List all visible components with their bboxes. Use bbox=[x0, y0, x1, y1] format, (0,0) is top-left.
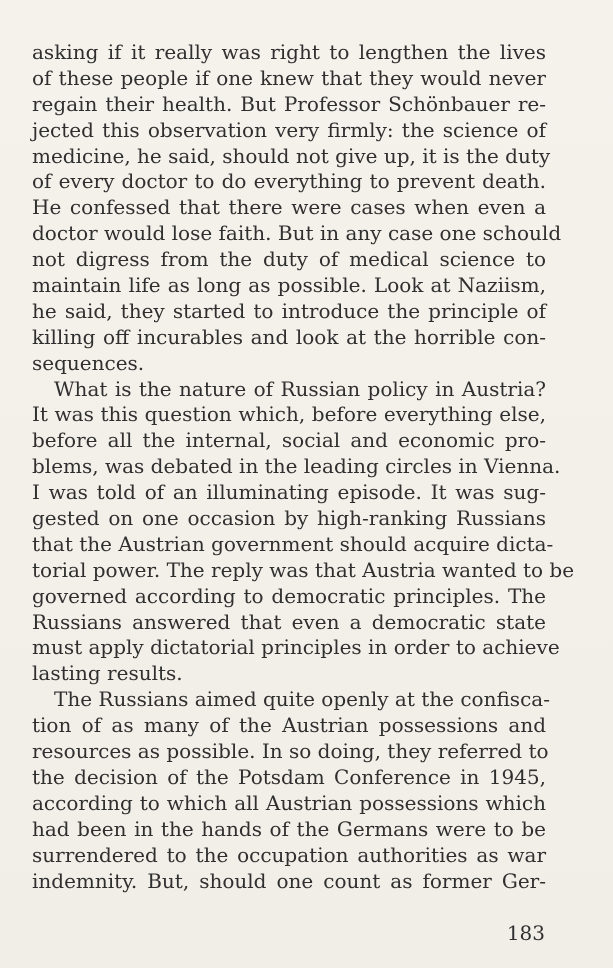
text-line: surrendered to the occupation authorities as war bbox=[32, 842, 546, 867]
text-line: of every doctor to do everything to prevent death. bbox=[32, 169, 546, 194]
text-line: I was told of an illuminating episode. It was sug- bbox=[32, 480, 546, 505]
text-line: not digress from the duty of medical science to bbox=[32, 247, 546, 272]
text-line: tion of as many of the Austrian possessions and bbox=[32, 713, 546, 738]
text-line: lasting results. bbox=[32, 661, 183, 686]
text-line: according to which all Austrian possessions which bbox=[32, 790, 546, 815]
text-line: he said, they started to introduce the principle of bbox=[32, 298, 546, 323]
text-line: must apply dictatorial principles in order to achieve bbox=[32, 635, 560, 660]
text-line: Russians answered that even a democratic state bbox=[32, 609, 546, 634]
text-line: It was this question which, before everything else, bbox=[32, 402, 546, 427]
text-line: of these people if one knew that they would never bbox=[32, 65, 546, 90]
text-line: resources as possible. In so doing, they referred to bbox=[32, 739, 549, 764]
text-line: had been in the hands of the Germans were to be bbox=[32, 816, 546, 841]
text-line: jected this observation very firmly: the science of bbox=[32, 117, 546, 142]
text-line: doctor would lose faith. But in any case one schould bbox=[32, 221, 562, 246]
text-line: that the Austrian government should acquire dicta- bbox=[32, 531, 554, 556]
text-line: regain their health. But Professor Schönbauer re- bbox=[32, 91, 546, 116]
text-line: He confessed that there were cases when even a bbox=[32, 195, 546, 220]
text-line: before all the internal, social and economic pro- bbox=[32, 428, 546, 453]
text-line: asking if it really was right to lengthen the lives bbox=[32, 40, 546, 64]
page-number: 183 bbox=[506, 921, 545, 945]
text-line: sequences. bbox=[32, 350, 145, 375]
text-line: indemnity. But, should one count as former Ger- bbox=[32, 868, 546, 893]
body-text bbox=[32, 40, 575, 894]
text-line: killing off incurables and look at the horrible con- bbox=[32, 324, 546, 349]
text-line: the decision of the Potsdam Conference in 1945, bbox=[32, 764, 546, 789]
text-line: gested on one occasion by high-ranking Russians bbox=[32, 506, 546, 531]
text-line: blems, was debated in the leading circles in Vienna. bbox=[32, 454, 561, 479]
text-line: maintain life as long as possible. Look at Naziism, bbox=[32, 273, 546, 298]
text-line: governed according to democratic principles. The bbox=[32, 583, 546, 608]
text-line: What is the nature of Russian policy in Austria? bbox=[54, 376, 546, 401]
text-line: The Russians aimed quite openly at the confisca- bbox=[54, 687, 550, 712]
text-line: medicine, he said, should not give up, it is the duty bbox=[32, 143, 551, 168]
text-line: torial power. The reply was that Austria wanted to be bbox=[32, 557, 575, 582]
